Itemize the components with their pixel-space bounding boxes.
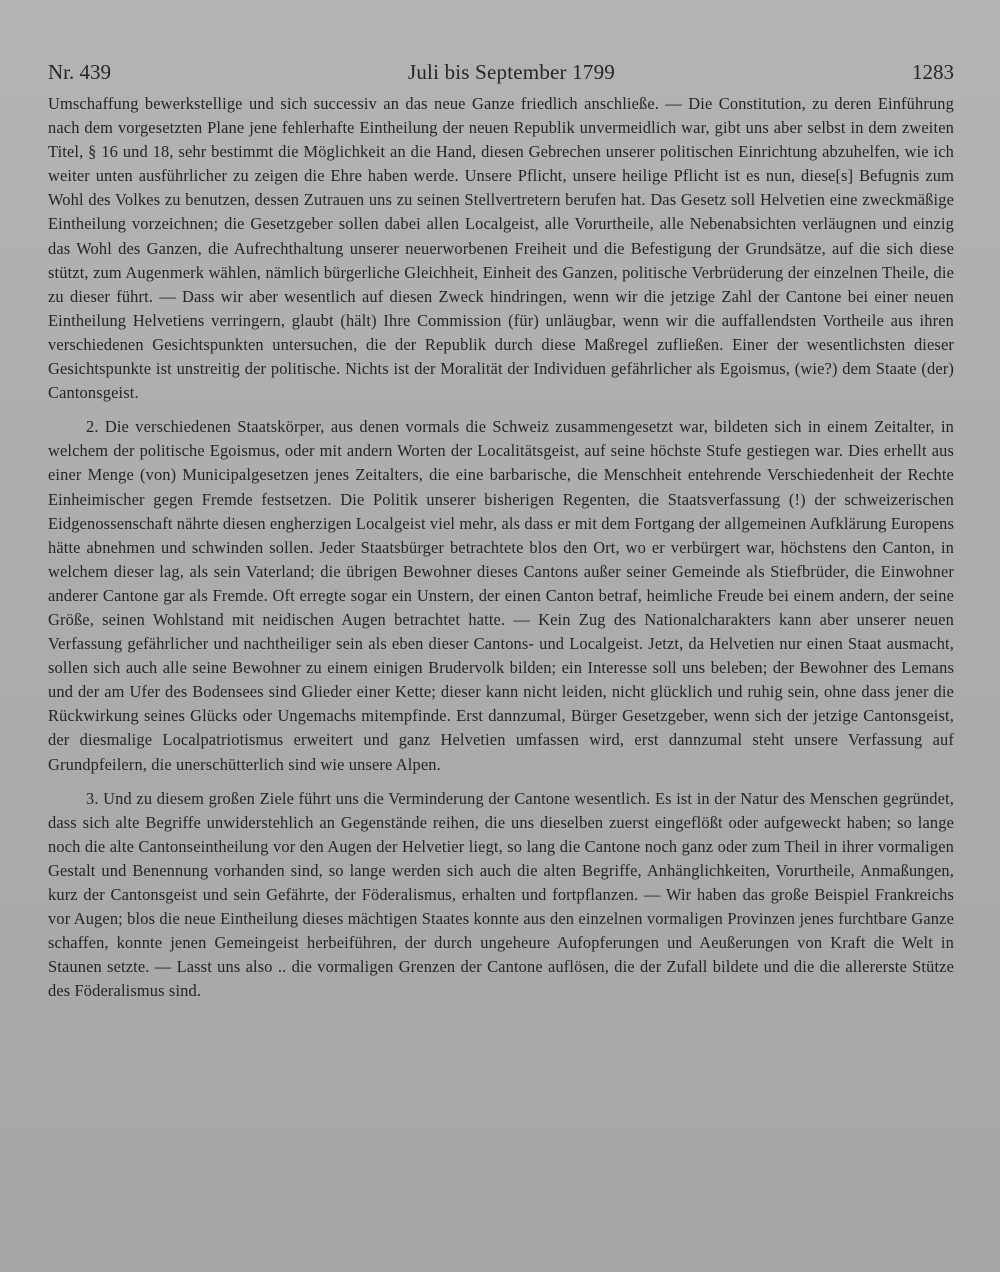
running-title: Juli bis September 1799 [407, 60, 615, 84]
document-number: Nr. 439 [48, 60, 111, 84]
paragraph-continuation: Umschaffung bewerkstellige und sich successiv an das neue Ganze friedlich anschließe. — Die Constitution, zu deren Einführung nach dem vorgesetzten Plane jene fehlerhafte Eintheilung der neuen Republik unvermeidlich war, gibt uns aber selbst in dem zweiten Titel, § 16 und 18, sehr bestimmt die Möglichkeit an die Hand, diesen Gebrechen unserer politischen Einrichtung abzuhelfen, wie ich weiter unten ausführlicher zu zeigen die Ehre haben werde. Unsere Pflicht, unsere heilige Pflicht ist es nun, diese[s] Befugnis zum Wohl des Volkes zu benutzen, dessen Zutrauen uns zu seinen Stellvertretern berufen hat. Das Gesetz soll Helvetien eine zweckmäßige Eintheilung vorzeichnen; die Gesetzgeber sollen dabei allen Localgeist, alle Vorurtheile, alle Nebenabsichten verläugnen und einzig das Wohl des Ganzen, die Aufrechthaltung unserer neuerworbenen Freiheit und die Befestigung der Grundsätze, auf die sich diese stützt, zum Augenmerk wählen, nämlich bürgerliche Gleichheit, Einheit des Ganzen, politische Verbrüderung der einzelnen Theile, die zu dieser führt. — Dass wir aber wesentlich auf diesen Zweck hindringen, wenn wir die jetzige Zahl der Cantone bei einer neuen Eintheilung Helvetiens verringern, glaubt (hält) Ihre Commission (für) unläugbar, wenn wir die auffallendsten Vortheile aus ihren verschiedenen Gesichtspunkten untersuchen, die der Republik durch diese Maßregel zufließen. Einer der wesentlichsten dieser Gesichtspunkte ist unstreitig der politische. Nichts ist der Moralität der Individuen gefährlicher als Egoismus, (wie?) dem Staate (der) Cantonsgeist. [48, 94, 954, 403]
paragraph-3: 3. Und zu diesem großen Ziele führt uns die Verminderung der Cantone wesentlich. Es ist in der Natur des Menschen gegründet, dass sich alte Begriffe unwiderstehlich an Gegenstände reihen, die uns dieselben zuerst eingeflößt oder aufgeweckt haben; so lange noch die alte Cantonseintheilung vor den Augen der Helvetier liegt, so lang die Cantone noch ganz oder zum Theil in ihrer vormaligen Gestalt und Benennung vorhanden sind, so lange werden sich auch die alten Begriffe, Anhänglichkeiten, Vorurtheile, Anmaßungen, kurz der Cantonsgeist und sein Gefährte, der Föderalismus, erhalten und fortpflanzen. — Wir haben das große Beispiel Frankreichs vor Augen; blos die neue Eintheilung dieses mächtigen Staates konnte aus den einzelnen vormaligen Provinzen jenes furchtbare Ganze schaffen, konnte jenen Gemeingeist herbeiführen, der durch ungeheure Aufopferungen und Aeußerungen von Kraft die Welt in Staunen setzte. — Lasst uns also .. die vormaligen Grenzen der Cantone auflösen, die der Zufall bildete und die die allererste Stütze des Föderalismus sind. [48, 788, 954, 1001]
page-number: 1283 [912, 60, 954, 84]
page-header [48, 58, 954, 86]
paragraph-2: 2. Die verschiedenen Staatskörper, aus denen vormals die Schweiz zusammengesetzt war, bildeten sich in einem Zeitalter, in welchem der politische Egoismus, oder mit andern Worten der Localitätsgeist, auf seine höchste Stufe gestiegen war. Dies erhellt aus einer Menge (von) Municipalgesetzen jenes Zeitalters, die eine barbarische, die Menschheit entehrende Verschiedenheit der Rechte Einheimischer gegen Fremde festsetzen. Die Politik unserer bisherigen Regenten, die Staatsverfassung (!) der schweizerischen Eidgenossenschaft nährte diesen engherzigen Localgeist viel mehr, als dass er mit dem Fortgang der allgemeinen Aufklärung Europens hätte abnehmen und schwinden sollen. Jeder Staatsbürger betrachtete blos den Ort, wo er verbürgert war, höchstens den Canton, in welchem dieser lag, als sein Vaterland; die übrigen Bewohner dieses Cantons außer seiner Gemeinde als Stiefbrüder, die Einwohner anderer Cantone gar als Fremde. Oft erregte sogar ein Unstern, der einen Canton betraf, heimliche Freude bei einem andern, der seine Größe, seinen Wohlstand mit neidischen Augen betrachtet hatte. — Kein Zug des Nationalcharakters kann aber unserer neuen Verfassung gefährlicher und nachtheiliger sein als eben dieser Cantons- und Localgeist. Jetzt, da Helvetien nur einen Staat ausmacht, sollen sich auch alle seine Bewohner zu einem einigen Brudervolk bilden; ein Interesse soll uns beleben; der Bewohner des Lemans und der am Ufer des Bodensees sind Glieder einer Kette; dieser kann nicht leiden, nicht glücklich und ruhig sein, ohne dass jener die Rückwirkung seines Glücks oder Ungemachs mitempfinde. Erst dannzumal, Bürger Gesetzgeber, wenn sich der jetzige Cantonsgeist, der diesmalige Localpatriotismus erweitert und ganz Helvetien umfassen wird, erst dannzumal steht unsere Verfassung auf Grundpfeilern, die unerschütterlich sind wie unsere Alpen. [48, 417, 954, 774]
